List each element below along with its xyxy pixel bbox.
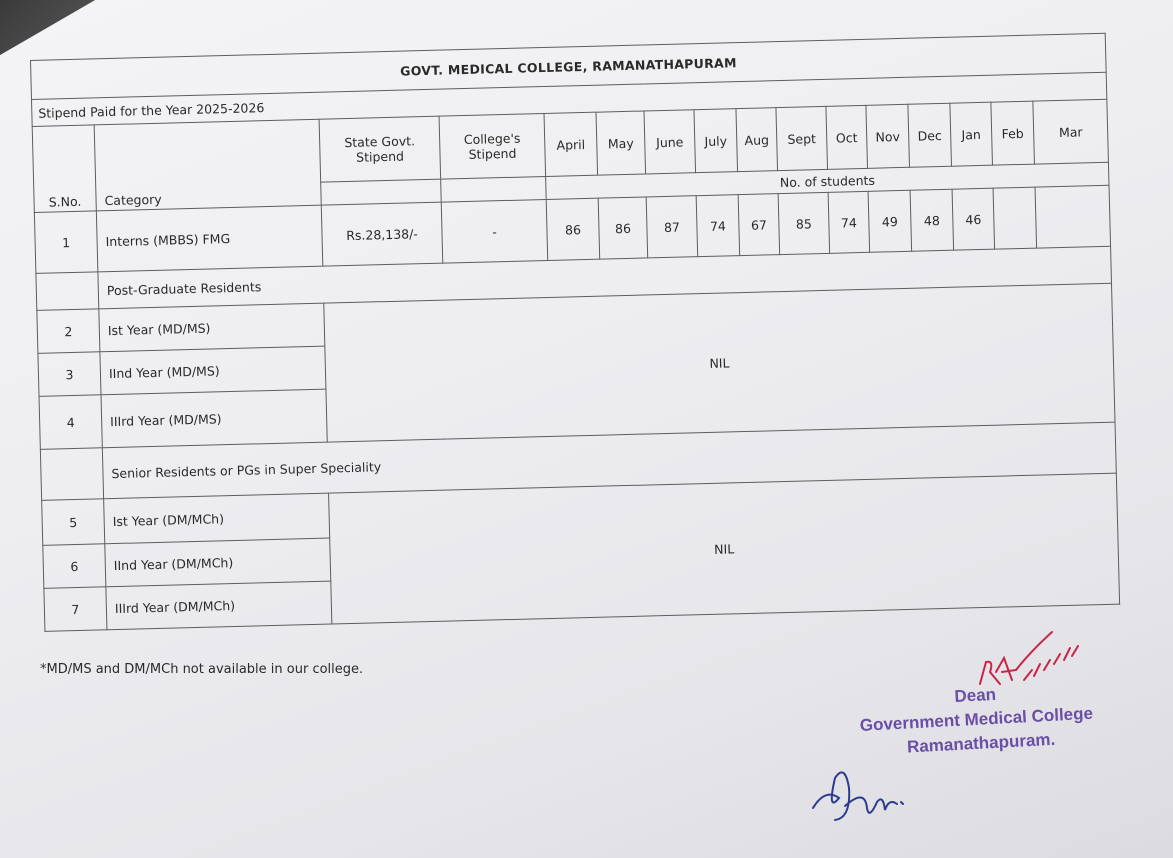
dean-initials-signature xyxy=(960,622,1090,702)
stamp-college: Government Medical College xyxy=(859,703,1094,735)
month-header: June xyxy=(644,110,696,174)
row-college-stipend: - xyxy=(441,199,548,263)
student-count: 85 xyxy=(778,192,830,254)
state-stipend-header: State Govt. Stipend xyxy=(319,116,441,182)
category-header: Category xyxy=(94,119,321,211)
section-sno-blank xyxy=(40,448,103,501)
student-count: 74 xyxy=(696,195,740,257)
student-count: 46 xyxy=(952,188,995,250)
sno-header: S.No. xyxy=(32,125,96,213)
month-header: Sept xyxy=(776,106,828,170)
row-sno: 1 xyxy=(34,211,98,274)
college-stipend-blank xyxy=(441,176,547,202)
college-title: GOVT. MEDICAL COLLEGE, RAMANATHAPURAM xyxy=(31,33,1107,99)
row-sno: 5 xyxy=(42,499,105,546)
college-stipend-header: College's Stipend xyxy=(439,114,546,180)
month-header: Jan xyxy=(950,102,993,166)
month-header: May xyxy=(596,111,646,175)
row-category: Ist Year (MD/MS) xyxy=(99,303,325,352)
pg-nil-value: NIL xyxy=(324,283,1115,442)
state-stipend-blank xyxy=(321,179,442,205)
sr-nil-value: NIL xyxy=(329,473,1120,624)
month-header: Oct xyxy=(826,105,868,169)
stipend-year-heading: Stipend Paid for the Year 2025-2026 xyxy=(31,72,1107,126)
row-category: IIIrd Year (MD/MS) xyxy=(101,389,327,448)
stamp-title: Dean xyxy=(953,684,997,706)
month-header: Nov xyxy=(866,104,910,168)
stipend-table xyxy=(30,33,1120,632)
stipend-document xyxy=(30,32,1134,631)
stamp-place: Ramanathapuram. xyxy=(906,729,1056,757)
row-category: IInd Year (MD/MS) xyxy=(100,346,326,395)
month-header: Aug xyxy=(736,108,778,172)
month-header: July xyxy=(694,109,738,173)
footnote: *MD/MS and DM/MCh not available in our college. xyxy=(40,662,364,677)
student-count xyxy=(993,187,1037,249)
student-count: 86 xyxy=(546,198,600,260)
row-category: Interns (MBBS) FMG xyxy=(96,205,322,272)
pg-section-heading: Post-Graduate Residents xyxy=(98,246,1112,309)
row-sno: 6 xyxy=(43,544,106,589)
student-count: 74 xyxy=(828,191,870,253)
row-sno: 3 xyxy=(38,352,101,397)
sr-section-heading: Senior Residents or PGs in Super Speciality xyxy=(102,422,1116,499)
student-count xyxy=(1035,185,1111,248)
row-sno: 2 xyxy=(37,309,100,354)
month-header: Feb xyxy=(991,101,1035,165)
row-sno: 7 xyxy=(44,587,107,632)
student-count: 87 xyxy=(646,196,698,258)
row-category: IIIrd Year (DM/MCh) xyxy=(106,581,332,630)
row-sno: 4 xyxy=(39,395,102,450)
student-count: 48 xyxy=(910,189,954,251)
row-category: Ist Year (DM/MCh) xyxy=(104,493,330,544)
row-state-stipend: Rs.28,138/- xyxy=(321,202,443,266)
month-header: April xyxy=(544,112,598,176)
month-header: Mar xyxy=(1033,99,1109,164)
student-count: 86 xyxy=(598,197,648,259)
student-count: 49 xyxy=(868,190,912,252)
section-sno-blank xyxy=(36,272,99,311)
month-header: Dec xyxy=(908,103,952,167)
handwritten-signature xyxy=(805,758,925,833)
row-category: IInd Year (DM/MCh) xyxy=(105,538,331,587)
student-count: 67 xyxy=(738,194,780,256)
no-of-students-header: No. of students xyxy=(546,162,1110,199)
